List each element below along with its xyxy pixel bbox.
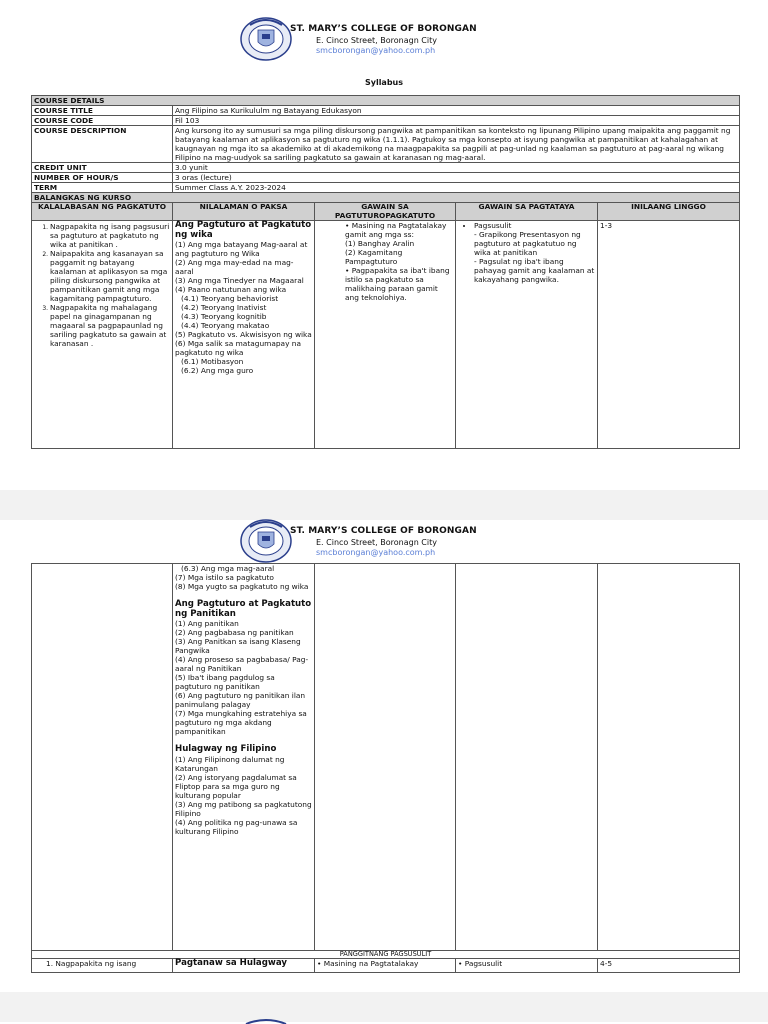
- topic-title: Ang Pagtuturo at Pagkatuto ng wika: [175, 220, 312, 240]
- course-description-row: [32, 126, 740, 163]
- document-title: Syllabus: [364, 78, 404, 87]
- topic-line: (2) Ang pagbabasa ng panitikan: [175, 628, 294, 638]
- assessment-cell: [456, 564, 598, 951]
- topic-subline: (4.1) Teoryang behaviorist: [181, 294, 279, 304]
- outcomes-cell: 1. Nagpapakita ng isang: [32, 959, 173, 973]
- course-details-label: COURSE DETAILS: [32, 96, 740, 106]
- outcomes-cell: [32, 564, 173, 951]
- school-email[interactable]: smcborongan@yahoo.com.ph: [316, 548, 436, 557]
- topic-cell: Pagtanaw sa Hulagway: [173, 959, 315, 973]
- course-description-value: Ang kursong ito ay sumusuri sa mga piling diskursong pangwika at pampanitikan sa konteksto ng lipunang Pilipino upang maipakita ang paggamit ng batayang kaalaman at aplikasyon sa pagtuturo ng wika (1.1.1). Pagtukoy sa mga konsepto at isyung pangwika at pampanitikan at kahalagahan at kaugnayan ng mga ito sa akademiko at di akademikong na maagpapakita sa pagpili at pag-unlad ng kaalaman sa pagtuturo at pag-aaral ng wikang Filipino na mag-uudyok sa sariling pagkatuto sa gawain at karanasan ng mag-aaral.: [173, 126, 740, 163]
- school-seal-logo: [240, 16, 292, 62]
- topic-line: (2) Ang mga may-edad na mag-aaral: [175, 258, 294, 277]
- assessment-line: - Grapikong Presentasyon ng pagtuturo at pagkatutuo ng wika at panitikan: [474, 230, 581, 257]
- course-details-row: [32, 96, 740, 106]
- midterm-row: [32, 951, 740, 959]
- content-row-1: [32, 221, 740, 449]
- credit-unit-value: 3.0 yunit: [173, 163, 740, 173]
- outcomes-cell: [32, 221, 173, 449]
- course-code-row: [32, 116, 740, 126]
- col-header-topic: NILALAMAN O PAKSA: [173, 203, 315, 221]
- school-name: ST. MARY’S COLLEGE OF BORONGAN: [290, 24, 477, 34]
- activity-line: (2) Kagamitang Pampagtuturo: [345, 248, 403, 266]
- weeks-cell: 4-5: [598, 959, 740, 973]
- midterm-label: PANGGITNANG PAGSUSULIT: [32, 951, 740, 959]
- col-header-activities: GAWAIN SA PAGTUTUROPAGKATUTO: [315, 203, 456, 221]
- letterhead-page-1: [0, 16, 768, 66]
- activities-cell: • Masining na Pagtatalakay: [315, 959, 456, 973]
- topic-line: (4) Paano natutunan ang wika: [175, 285, 287, 295]
- course-code-value: Fil 103: [173, 116, 740, 126]
- topic-section-title: Hulagway ng Filipino: [175, 744, 277, 755]
- activity-line: • Masining na Pagtatalakay gamit ang mga ss:: [345, 221, 447, 239]
- weeks-cell: [598, 564, 740, 951]
- credit-unit-label: CREDIT UNIT: [32, 163, 173, 173]
- framework-row: [32, 193, 740, 203]
- course-code-label: COURSE CODE: [32, 116, 173, 126]
- topic-line: (6) Ang pagtuturo ng panitikan ilan panimulang palagay: [175, 691, 306, 710]
- column-header-row: [32, 203, 740, 221]
- topic-subline: (4.2) Teoryang Inativist: [181, 303, 267, 313]
- hours-label: NUMBER OF HOUR/S: [32, 173, 173, 183]
- course-title-value: Ang Filipino sa Kurikululm ng Batayang Edukasyon: [173, 106, 740, 116]
- topic-line: (1) Ang mga batayang Mag-aaral at ang pagtuturo ng Wika: [175, 240, 308, 259]
- activity-line: • Pagpapakita sa iba't ibang istilo sa pagkatuto sa malikhaing paraan gamit ang teknolohiya.: [345, 266, 450, 302]
- school-seal-logo: [240, 518, 292, 564]
- topic-line: (1) Ang panitikan: [175, 619, 239, 629]
- topic-subline: (4.3) Teoryang kognitib: [181, 312, 267, 322]
- course-outline-table-continued: [31, 563, 740, 973]
- course-title-row: [32, 106, 740, 116]
- topic-cell: [173, 221, 315, 449]
- col-header-outcomes: KALALABASAN NG PAGKATUTO: [32, 203, 173, 221]
- school-name: ST. MARY’S COLLEGE OF BORONGAN: [290, 526, 477, 536]
- topic-line: (4) Ang politika ng pag-unawa sa kulturang Filipino: [175, 817, 298, 836]
- topic-line: (5) Pagkatuto vs. Akwisisyon ng wika: [175, 330, 312, 340]
- assessment-cell: [456, 221, 598, 449]
- assessment-details: [458, 230, 595, 284]
- activities-cell: [315, 221, 456, 449]
- school-seal-logo-partial: [240, 1018, 292, 1024]
- course-title-label: COURSE TITLE: [32, 106, 173, 116]
- outcome-item: 1. Nagpapakita ng isang pagsusuri sa pagtuturo at pagkatuto ng wika at panitikan .: [50, 222, 170, 249]
- topic-cell: [173, 564, 315, 951]
- topic-section-title: Ang Pagtuturo at Pagkatuto ng Panitikan: [175, 599, 312, 619]
- topic-line: (3) Ang mga Tinedyer na Magaaral: [175, 276, 304, 286]
- school-email[interactable]: smcborongan@yahoo.com.ph: [316, 46, 436, 55]
- content-row-3: [32, 959, 740, 973]
- assessment-line: - Pagsulat ng iba't ibang pahayag gamit ang kaalaman at kakayahang pangwika.: [474, 257, 595, 284]
- topic-subline: (6.2) Ang mga guro: [181, 366, 254, 376]
- activity-line: (1) Banghay Aralin: [345, 239, 415, 248]
- content-row-2: [32, 564, 740, 951]
- topic-line: (8) Mga yugto sa pagkatuto ng wika: [175, 582, 309, 591]
- weeks-cell: 1-3: [598, 221, 740, 449]
- assessment-list: [458, 221, 595, 230]
- school-address: E. Cinco Street, Boronagn City: [316, 538, 437, 547]
- topic-subline: (6.1) Motibasyon: [181, 357, 244, 367]
- term-label: TERM: [32, 183, 173, 193]
- course-description-label: COURSE DESCRIPTION: [32, 126, 173, 163]
- topic-subline: (6.3) Ang mga mag-aaral: [181, 564, 275, 573]
- page-separator: [0, 490, 768, 520]
- letterhead-page-2: [0, 518, 768, 568]
- hours-row: [32, 173, 740, 183]
- topic-line: (3) Ang Panitkan sa isang Klaseng Pangwika: [175, 637, 301, 656]
- topic-line: (3) Ang mg patibong sa pagkatutong Filipino: [175, 799, 312, 818]
- course-details-table: [31, 95, 740, 449]
- school-address: E. Cinco Street, Boronagn City: [316, 36, 437, 45]
- topic-subline: (4.4) Teoryang makatao: [181, 321, 270, 331]
- outcome-item: 3. Nagpapakita ng mahalagang papel na ginagampanan ng magaaral sa pagpapaunlad ng sariling pagkatuto sa gawain at karanasan .: [50, 303, 170, 348]
- framework-label: BALANGKAS NG KURSO: [32, 193, 740, 203]
- hours-value: 3 oras (lecture): [173, 173, 740, 183]
- topic-line: (6) Mga salik sa matagumapay na pagkatuto ng wika: [175, 339, 302, 358]
- col-header-assessment: GAWAIN SA PAGTATAYA: [456, 203, 598, 221]
- page-separator: [0, 992, 768, 1022]
- assessment-bullet: • Pagsusulit: [474, 221, 595, 230]
- term-value: Summer Class A.Y. 2023-2024: [173, 183, 740, 193]
- assessment-cell: • Pagsusulit: [456, 959, 598, 973]
- activities-cell: [315, 564, 456, 951]
- col-header-weeks: INILAANG LINGGO: [598, 203, 740, 221]
- topic-line: (1) Ang Filipinong dalumat ng Katarungan: [175, 754, 285, 773]
- topic-line: (2) Ang istoryang pagdalumat sa Fliptop para sa mga guro ng kulturang popular: [175, 772, 297, 800]
- term-row: [32, 183, 740, 193]
- topic-line: (7) Mga mungkahing estratehiya sa pagtuturo ng mga akdang pampanitikan: [175, 709, 307, 737]
- outcome-item: 2. Naipapakita ang kasanayan sa paggamit ng batayang kaalaman at aplikasyon sa mga piling diskursong pangwika at pampanitikan gamit ang mga kagamitang pampagtuturo.: [50, 249, 170, 303]
- topic-line: (5) Iba't ibang pagdulog sa pagtuturo ng panitikan: [175, 673, 275, 692]
- topic-line: (4) Ang proseso sa pagbabasa/ Pag-aaral ng Panitikan: [175, 655, 309, 674]
- topic-line: (7) Mga istilo sa pagkatuto: [175, 573, 274, 582]
- credit-unit-row: [32, 163, 740, 173]
- outcomes-list: [34, 222, 170, 348]
